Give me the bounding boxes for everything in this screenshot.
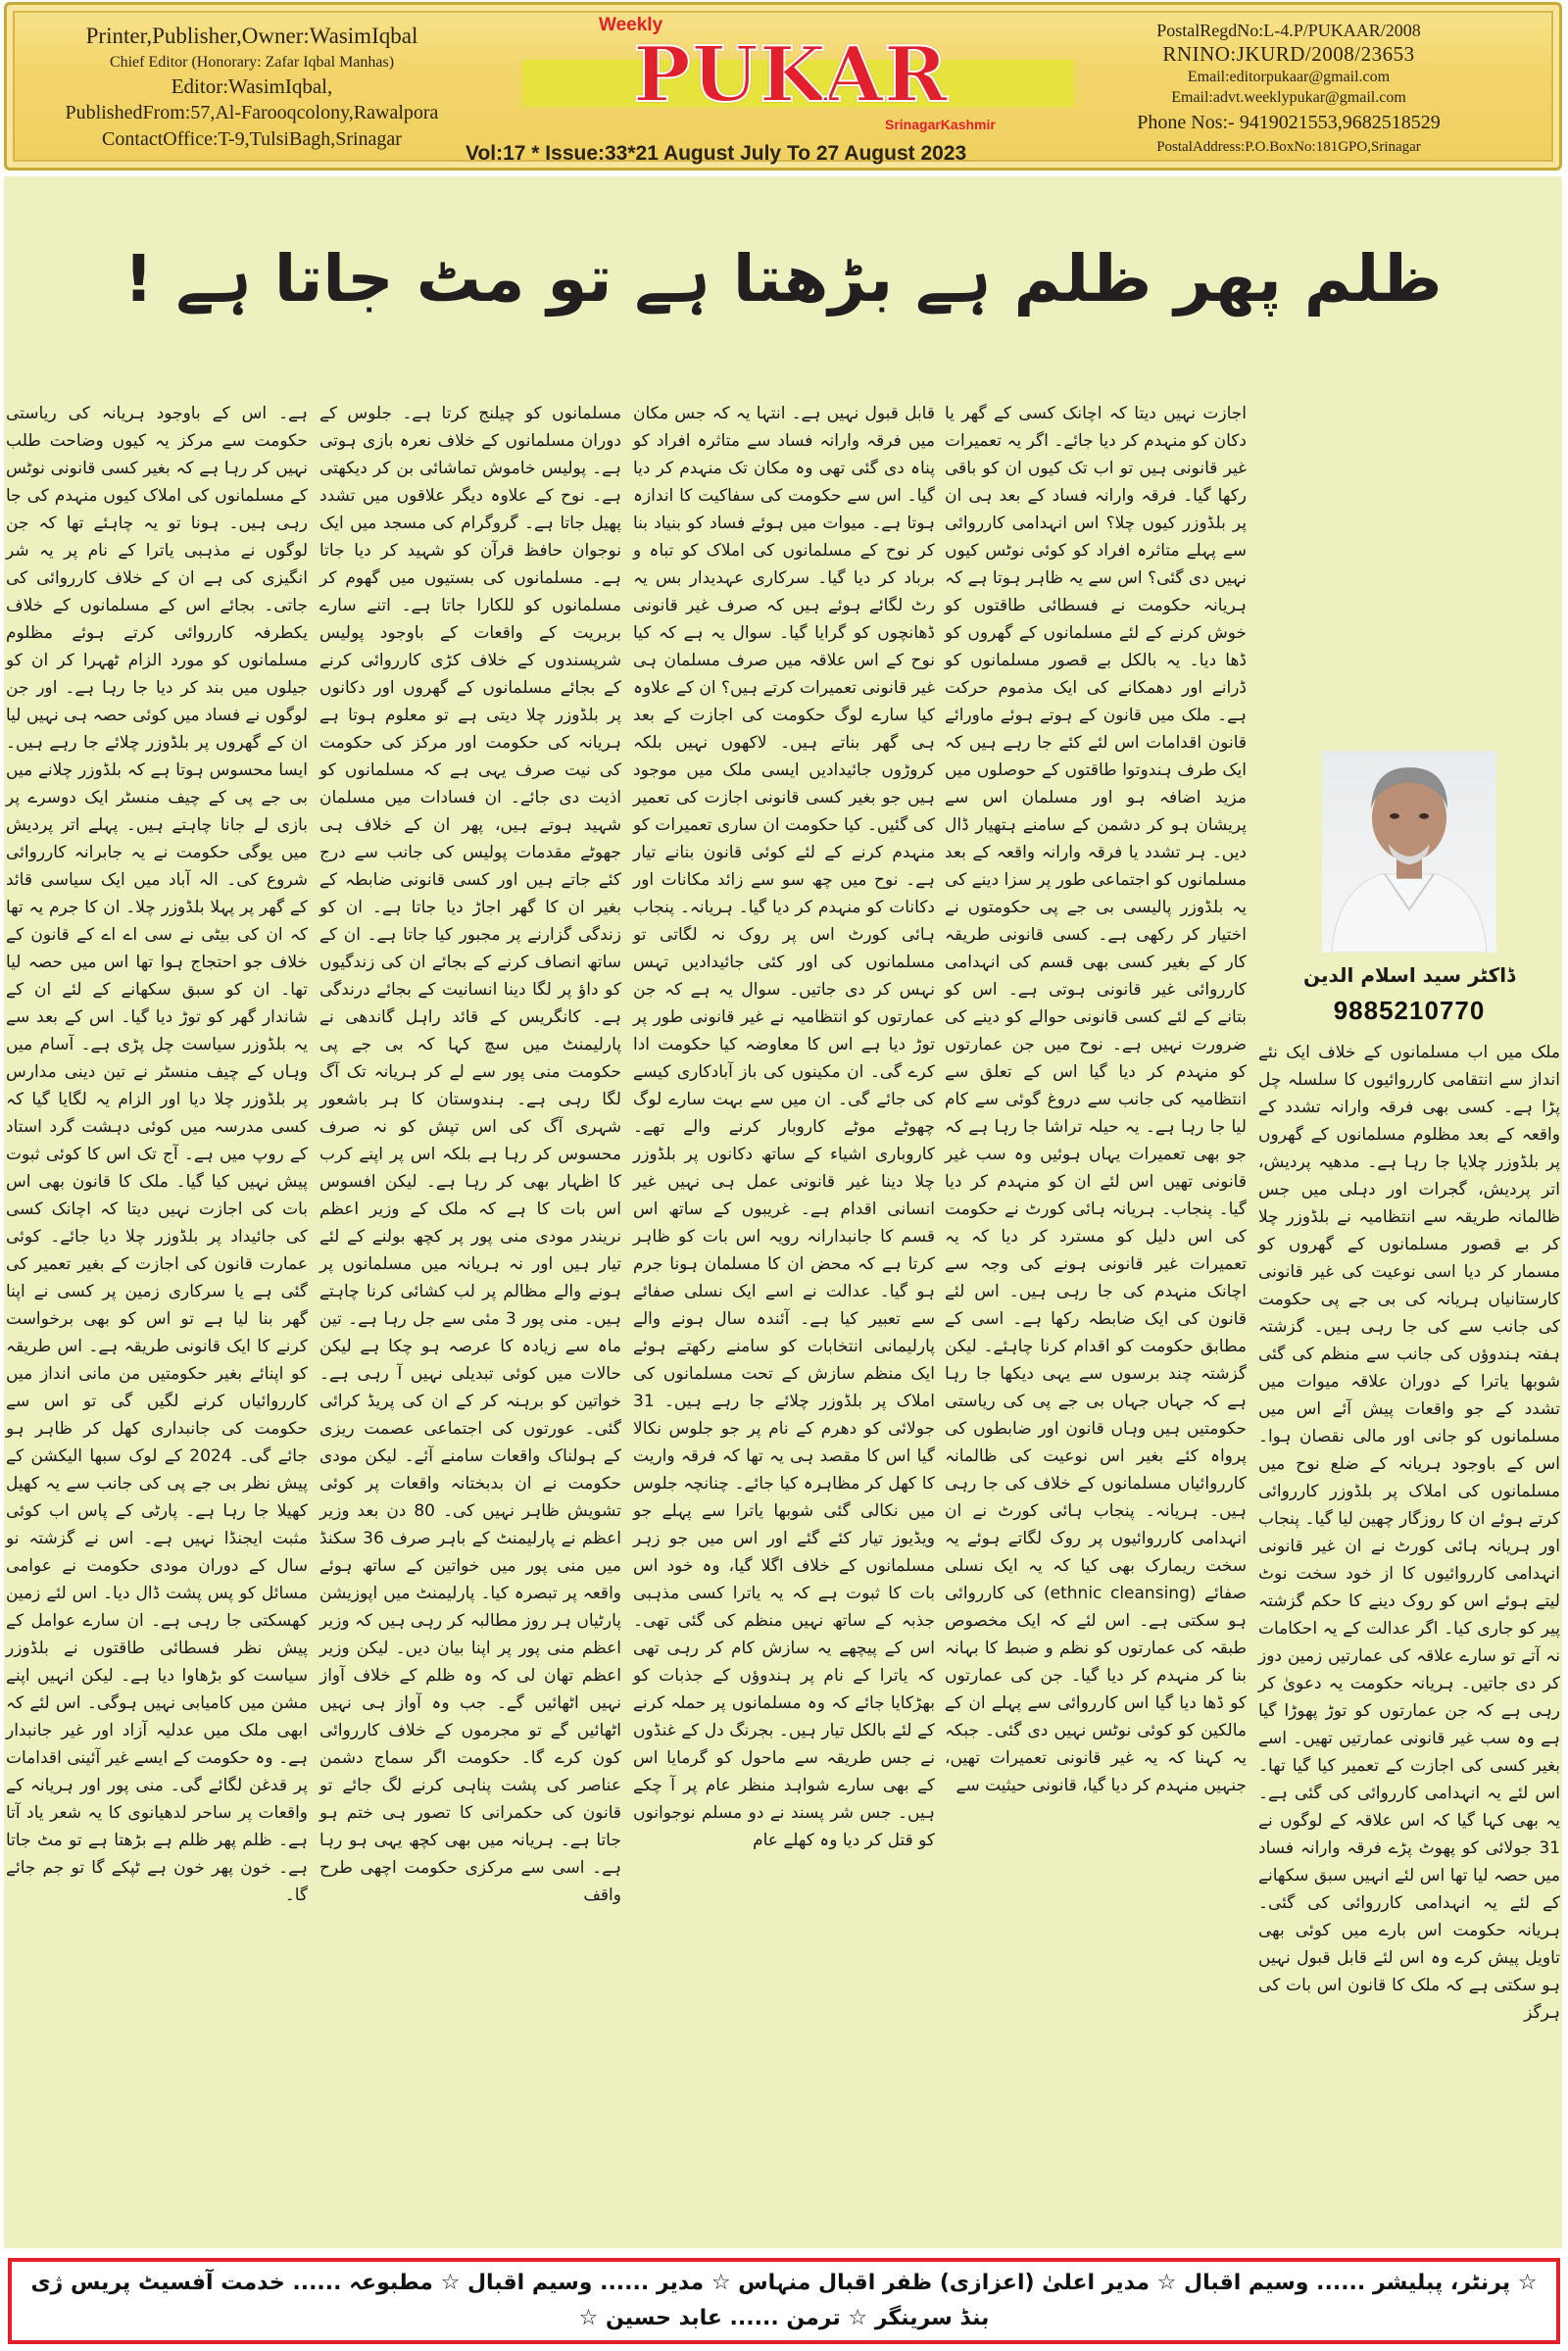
chief-editor-line: Chief Editor (Honorary: Zafar Iqbal Manhas) [109, 54, 395, 71]
author-name: ڈاکٹر سید اسلام الدین [1302, 963, 1516, 987]
column-text: قابل قبول نہیں ہے۔ انتہا یہ کہ جس مکان میں فرقہ وارانہ فساد سے متاثرہ افراد کو پناہ دی گئی تھی وہ مکان تک منہدم کر دیا گیا۔ اس سے حکومت کی سفاکیت کا اندازہ ہوتا ہے۔ میوات میں ہوئے فساد کو بنیاد بنا کر نوح کے مسلمانوں کی املاک کو تباہ و برباد کر دیا گیا۔ سرکاری عہدیدار بس یہ رٹ لگائے ہوئے ہیں کہ صرف غیر قانونی ڈھانچوں کو گرایا گیا۔ سوال یہ ہے کہ کیا نوح کے اس علاقہ میں صرف مسلمان ہی غیر قانونی تعمیرات کرتے ہیں؟ ان کے علاوہ کیا سارے لوگ حکومت کی اجازت کے بعد ہی گھر بناتے ہیں۔ لاکھوں نہیں بلکہ کروڑوں جائیدادیں ایسی ملک میں موجود ہیں جو بغیر کسی قانونی اجازت کی تعمیر کی گئیں۔ کیا حکومت ان ساری تعمیرات کو منہدم کرنے کے لئے کوئی قانون بنانے تیار ہے۔ نوح میں چھ سو سے زائد مکانات اور دکانات کو منہدم کر دیا گیا۔ ہریانہ۔ پنجاب ہائی کورٹ اس پر روک نہ لگاتی تو مسلمانوں کی اور کئی جائیدادیں تہس نہس کر دی جاتیں۔ سوال یہ ہے کہ جن عمارتوں کو انتظامیہ نے غیر قانونی طور پر توڑ دیا ہے اس کا معاوضہ کیا حکومت ادا کرے گی۔ ان مکینوں کی باز آبادکاری کیسے کی جائے گی۔ ان میں سے بہت سارے لوگ چھوٹے موٹے کاروبار کرنے والے تھے۔ کاروباری اشیاء کے ساتھ دکانوں پر بلڈوزر چلا دینا غیر قانونی عمل ہی نہیں غیر انسانی اقدام ہے۔ غریبوں کے ساتھ اس قسم کا جانبدارانہ رویہ اس بات کو ظاہر کرتا ہے کہ محض ان کا مسلمان ہونا جرم ہو گیا۔ عدالت نے اسے ایک نسلی صفائے سے تعبیر کیا ہے۔ آئندہ سال ہونے والے پارلیمانی انتخابات کو سامنے رکھتے ہوئے ایک منظم سازش کے تحت مسلمانوں کی املاک پر بلڈوزر چلائے جا رہے ہیں۔ 31 جولائی کو دھرم کے نام پر جو جلوس نکالا گیا اس کا مقصد ہی یہ تھا کہ فرقہ واریت کا کھل کر مظاہرہ کیا جائے۔ چنانچہ جلوس میں نکالی گئی شوبھا یاترا سے پہلے جو ویڈیوز تیار کئے گئے اور اس میں جو زہر مسلمانوں کے خلاف اگلا گیا، وہ خود اس بات کا ثبوت ہے کہ یہ یاترا کسی مذہبی جذبہ کے ساتھ نہیں منظم کی گئی تھی۔ اس کے پیچھے یہ سازش کام کر رہی تھی کہ یاترا کے نام پر ہندوؤں کے جذبات کو بھڑکایا جائے کہ وہ مسلمانوں پر حملہ کرنے کے لئے بالکل تیار ہیں۔ بجرنگ دل کے غنڈوں نے جس طریقہ سے ماحول کو گرمایا اس کے بھی سارے شواہد منظر عام پر آ چکے ہیں۔ جس شر پسند نے دو مسلم نوجوانوں کو قتل کر دیا وہ کھلے عام [633, 404, 935, 1850]
article-column-2 [945, 400, 1247, 1799]
column-text: ملک میں اب مسلمانوں کے خلاف ایک نئے انداز سے انتقامی کارروائیوں کا سلسلہ چل پڑا ہے۔ کسی بھی فرقہ وارانہ تشدد کے واقعہ کے بعد مظلوم مسلمانوں کے گھروں پر بلڈوزر چلایا جا رہا ہے۔ مدھیہ پردیش، اتر پردیش، گجرات اور دہلی میں جس ظالمانہ طریقہ سے انتظامیہ نے بلڈوزر چلا کر بے قصور مسلمانوں کے گھروں کو مسمار کر دیا اسی نوعیت کی غیر قانونی کارستانیاں ہریانہ کی بی جے پی حکومت کی جانب سے کی جا رہی ہیں۔ گزشتہ ہفتہ ہندوؤں کی جانب سے منظم کی گئی شوبھا یاترا کے دوران علاقہ میوات میں تشدد کے جو واقعات پیش آئے اس میں مسلمانوں کو جانی اور مالی نقصان ہوا۔ اس کے باوجود ہریانہ کے ضلع نوح میں مسلمانوں کی املاک پر بلڈوزر کارروائی کرتے ہوئے ان کا روزگار چھین لیا گیا۔ پنجاب اور ہریانہ ہائی کورٹ نے ان غیر قانونی انہدامی کارروائیوں کا از خود سخت نوٹ لیتے ہوئے اس کو روک دینے کا حکم گزشتہ پیر کو جاری کیا۔ اگر عدالت کے یہ احکامات نہ آتے تو سارے علاقہ کی عمارتیں زمین دوز کر دی جاتیں۔ ہریانہ حکومت یہ دعویٰ کر رہی ہے کہ جن عمارتوں کو توڑ پھوڑا گیا ہے وہ سب غیر قانونی عمارتیں تھیں۔ اسے بغیر کسی کی اجازت کے تعمیر کیا گیا تھا۔ اس لئے یہ انہدامی کارروائی کی گئی ہے۔ یہ بھی کہا گیا کہ اس علاقہ کے لوگوں نے 31 جولائی کو پھوٹ پڑے فرقہ وارانہ فساد میں حصہ لیا تھا اس لئے انہیں سبق سکھانے کے لئے یہ انہدامی کارروائی کی گئی۔ ہریانہ حکومت اس بارے میں کوئی بھی تاویل پیش کرے وہ اس لئے قابل قبول نہیں ہو سکتی ہے کہ ملک کا قانون اس بات کی ہرگز [1258, 1043, 1560, 2023]
article-column-3 [633, 400, 935, 1854]
postal-regd: PostalRegdNo:L-4.P/PUKAAR/2008 [1156, 21, 1421, 40]
email-advt: Email:advt.weeklypukar@gmail.com [1171, 89, 1406, 106]
column-text: ہے۔ اس کے باوجود ہریانہ کی ریاستی حکومت سے مرکز یہ کیوں وضاحت طلب نہیں کر رہا ہے کہ بغیر کسی قانونی نوٹس کے مسلمانوں کی املاک کیوں منہدم کی جا رہی ہیں۔ ہونا تو یہ چاہئے تھا کہ جن لوگوں نے مذہبی یاترا کے نام پر یہ شر انگیزی کی ہے ان کے خلاف کارروائی کی جاتی۔ بجائے اس کے مسلمانوں کے خلاف یکطرفہ کارروائی کرتے ہوئے مظلوم مسلمانوں کو مورد الزام ٹھہرا کر ان کو جیلوں میں بند کر دیا جا رہا ہے۔ اور جن لوگوں نے فساد میں کوئی حصہ ہی نہیں لیا ان کے گھروں پر بلڈوزر چلائے جا رہے ہیں۔ ایسا محسوس ہوتا ہے کہ بلڈوزر چلانے میں بی جے پی کے چیف منسٹر ایک دوسرے پر بازی لے جانا چاہتے ہیں۔ پہلے اتر پردیش میں یوگی حکومت نے یہ جابرانہ کارروائی شروع کی۔ الہ آباد میں ایک سیاسی قائد کے گھر پر پہلا بلڈوزر چلا۔ ان کا جرم یہ تھا کہ ان کی بیٹی نے سی اے اے کے قانون کے خلاف جو احتجاج ہوا تھا اس میں حصہ لیا تھا۔ ان کو سبق سکھانے کے لئے ان کے شاندار گھر کو توڑ دیا گیا۔ اس کے بعد سے یہ بلڈوزر سیاست چل پڑی ہے۔ آسام میں وہاں کے چیف منسٹر نے تین دینی مدارس پر بلڈوزر چلا دیا اور الزام یہ لگایا گیا کہ کسی مدرسہ میں کوئی دہشت گرد استاد کے روپ میں ہے۔ آج تک اس کا کوئی ثبوت پیش نہیں کیا گیا۔ ملک کا قانون بھی اس بات کی اجازت نہیں دیتا کہ اچانک کسی کی جائیداد پر بلڈوزر چلا دیا جائے۔ کوئی عمارت قانون کی اجازت کے بغیر تعمیر کی گئی ہے یا سرکاری زمین پر کسی نے اپنا گھر بنا لیا ہے تو اس کو بھی برخواست کرنے کا ایک قانونی طریقہ ہے۔ اس طریقہ کو اپنائے بغیر حکومتیں من مانی انداز میں کارروائیاں کرنے لگیں گی تو اس سے حکومت کی جانبداری کھل کر ظاہر ہو جائے گی۔ 2024 کے لوک سبھا الیکشن کے پیش نظر بی جے پی کی جانب سے یہ کھیل کھیلا جا رہا ہے۔ پارٹی کے پاس اب کوئی مثبت ایجنڈا نہیں ہے۔ اس نے گزشتہ نو سال کے دوران مودی حکومت نے عوامی مسائل کو پس پشت ڈال دیا۔ اس لئے زمین کھسکتی جا رہی ہے۔ ان سارے عوامل کے پیش نظر فسطائی طاقتوں نے بلڈوزر سیاست کو بڑھاوا دیا ہے۔ لیکن انہیں اپنے مشن میں کامیابی نہیں ہوگی۔ اس لئے کہ ابھی ملک میں عدلیہ آزاد اور غیر جانبدار ہے۔ وہ حکومت کے ایسے غیر آئینی اقدامات پر قدغن لگائے گی۔ منی پور اور ہریانہ کے واقعات پر ساحر لدھیانوی کا یہ شعر یاد آتا ہے۔ ظلم پھر ظلم ہے بڑھتا ہے تو مٹ جاتا ہے۔ خون پھر خون ہے ٹپکے گا تو جم جائے گا۔ [6, 404, 308, 1905]
column-text: اجازت نہیں دیتا کہ اچانک کسی کے گھر یا دکان کو منہدم کر دیا جائے۔ اگر یہ تعمیرات غیر قانونی ہیں تو اب تک کیوں ان کو باقی رکھا گیا۔ فرقہ وارانہ فساد کے بعد ہی ان پر بلڈوزر کیوں چلا؟ اس انہدامی کارروائی سے پہلے متاثرہ افراد کو کوئی نوٹس کیوں نہیں دی گئی؟ اس سے یہ ظاہر ہوتا ہے کہ ہریانہ حکومت نے فسطائی طاقتوں کو خوش کرنے کے لئے مسلمانوں کے گھروں کو ڈھا دیا۔ یہ بالکل بے قصور مسلمانوں کو ڈرانے اور دھمکانے کی ایک مذموم حرکت ہے۔ ملک میں قانون کے ہوتے ہوئے ماورائے قانون اقدامات اس لئے کئے جا رہے ہیں کہ ایک طرف ہندوتوا طاقتوں کے حوصلوں میں مزید اضافہ ہو اور مسلمان اس سے پریشان ہو کر دشمن کے سامنے ہتھیار ڈال دیں۔ ہر تشدد یا فرقہ وارانہ واقعہ کے بعد مسلمانوں کو اجتماعی طور پر سزا دینے کی یہ بلڈوزر پالیسی بی جے پی حکومتوں نے اختیار کر رکھی ہے۔ کسی قانونی طریقہ کار کے بغیر کسی بھی قسم کی انہدامی کارروائی غیر قانونی ہوتی ہے۔ اس کو بتانے کے لئے کسی قانونی حوالے کو دینے کی ضرورت نہیں ہے۔ نوح میں جن عمارتوں کو منہدم کر دیا گیا اس کے تعلق سے انتظامیہ کی جانب سے دروغ گوئی سے کام لیا جا رہا ہے۔ یہ حیلہ تراشا جا رہا ہے کہ جو بھی تعمیرات یہاں ہوئیں وہ سب غیر قانونی تھیں اس لئے ان کو منہدم کر دیا گیا۔ پنجاب۔ ہریانہ ہائی کورٹ نے حکومت کی اس دلیل کو مسترد کر دیا کہ یہ تعمیرات غیر قانونی ہونے کی وجہ سے اچانک منہدم کی جا رہی ہیں۔ اس لئے قانون کی ایک ضابطہ رکھا ہے۔ اسی کے مطابق حکومت کو اقدام کرنا چاہئے۔ لیکن گزشتہ چند برسوں سے یہی دیکھا جا رہا ہے کہ جہاں جہاں بی جے پی کی ریاستی حکومتیں ہیں وہاں قانون اور ضابطوں کی پرواہ کئے بغیر اس نوعیت کی ظالمانہ کارروائیاں مسلمانوں کے خلاف کی جا رہی ہیں۔ ہریانہ۔ پنجاب ہائی کورٹ نے ان انہدامی کارروائیوں پر روک لگاتے ہوئے یہ سخت ریمارک بھی کیا کہ یہ ایک نسلی صفائے (ethnic cleansing) کی کارروائی ہو سکتی ہے۔ اس لئے کہ ایک مخصوص طبقہ کی عمارتوں کو نظم و ضبط کا بہانہ بنا کر منہدم کر دیا گیا۔ جن کی عمارتوں کو ڈھا دیا گیا اس کارروائی سے پہلے ان کے مالکین کو کوئی نوٹس نہیں دی گئی۔ جبکہ یہ کہنا کہ یہ غیر قانونی تعمیرات تھیں، جنہیں منہدم کر دیا گیا، قانونی حیثیت سے [945, 404, 1248, 1795]
registration-info [1093, 19, 1485, 157]
issue-line: Vol:17 * Issue:33*21 August July To 27 August 2023 [466, 142, 967, 165]
published-from-line: PublishedFrom:57,Al-Farooqcolony,Rawalpora [65, 102, 439, 123]
publisher-line: Printer,Publisher,Owner:WasimIqbal [85, 24, 418, 48]
publisher-info [36, 21, 467, 153]
author-phone: 9885210770 [1333, 996, 1486, 1025]
article-column-1 [1258, 1039, 1560, 2027]
article-column-5 [6, 400, 308, 1909]
column-text: مسلمانوں کو چیلنج کرتا ہے۔ جلوس کے دوران مسلمانوں کے خلاف نعرہ بازی ہوتی ہے۔ پولیس خاموش تماشائی بن کر دیکھتی ہے۔ نوح کے علاوہ دیگر علاقوں میں تشدد پھیل جاتا ہے۔ گروگرام کی مسجد میں ایک نوجوان حافظ قرآن کو شہید کر دیا جاتا ہے۔ مسلمانوں کی بستیوں میں گھوم کر مسلمانوں کو للکارا جاتا ہے۔ اتنے سارے بربریت کے واقعات کے باوجود پولیس شرپسندوں کے خلاف کڑی کارروائی کرنے کے بجائے مسلمانوں کے گھروں اور دکانوں پر بلڈوزر چلا دیتی ہے تو معلوم ہوتا ہے ہریانہ کی حکومت اور مرکز کی حکومت کی نیت صرف یہی ہے کہ مسلمانوں کو اذیت دی جائے۔ ان فسادات میں مسلمان شہید ہوتے ہیں، پھر ان کے خلاف ہی جھوٹے مقدمات پولیس کی جانب سے درج کئے جاتے ہیں اور کسی قانونی ضابطہ کے بغیر ان کا گھر اجاڑ دیا جاتا ہے۔ ان کو زندگی گزارنے پر مجبور کیا جاتا ہے۔ ان کے ساتھ انصاف کرنے کے بجائے ان کی زندگیوں کو داؤ پر لگا دینا انسانیت کے بجائے درندگی ہے۔ کانگریس کے قائد راہل گاندھی نے پارلیمنٹ میں سچ کہا کہ بی جے پی حکومت منی پور سے لے کر ہریانہ تک آگ لگا رہی ہے۔ ہندوستان کا ہر باشعور شہری آگ کی اس تپش کو نہ صرف محسوس کر رہا ہے بلکہ اس پر اپنے کرب کا اظہار بھی کر رہا ہے۔ لیکن افسوس اس بات کا ہے کہ ملک کے وزیر اعظم نریندر مودی منی پور پر کچھ بولنے کے لئے تیار ہیں اور نہ ہریانہ میں مسلمانوں پر ہونے والے مظالم پر لب کشائی کرنا چاہتے ہیں۔ منی پور 3 مئی سے جل رہا ہے۔ تین ماہ سے زیادہ کا عرصہ ہو چکا ہے لیکن حالات میں کوئی تبدیلی نہیں آ رہی ہے۔ خواتین کو برہنہ کر کے ان کی پریڈ کرائی گئی۔ عورتوں کی اجتماعی عصمت ریزی کے ہولناک واقعات سامنے آئے۔ لیکن مودی حکومت نے ان بدبختانہ واقعات پر کوئی تشویش ظاہر نہیں کی۔ 80 دن بعد وزیر اعظم نے پارلیمنٹ کے باہر صرف 36 سکنڈ میں منی پور میں خواتین کے ساتھ ہوئے واقعہ پر تبصرہ کیا۔ پارلیمنٹ میں اپوزیشن پارٹیاں ہر روز مطالبہ کر رہی ہیں کہ وزیر اعظم منی پور پر اپنا بیان دیں۔ لیکن وزیر اعظم تھان لی کہ وہ ظلم کے خلاف آواز نہیں اٹھائیں گے۔ جب وہ آواز ہی نہیں اٹھائیں گے تو مجرموں کے خلاف کارروائی کون کرے گا۔ حکومت اگر سماج دشمن عناصر کی پشت پناہی کرنے لگ جائے تو قانون کی حکمرانی کا تصور ہی ختم ہو جاتا ہے۔ ہریانہ میں بھی کچھ یہی ہو رہا ہے۔ اسی سے مرکزی حکومت اچھی طرح واقف [319, 404, 621, 1905]
editor-line: Editor:WasimIqbal, [171, 74, 333, 98]
author-portrait-icon [1322, 751, 1496, 953]
logo-city: SrinagarKashmir [885, 117, 996, 132]
postal-address: PostalAddress:P.O.BoxNo:181GPO,Srinagar [1156, 139, 1421, 155]
article-headline: ظلم پھر ظلم ہے بڑھتا ہے تو مٹ جاتا ہے ! [123, 241, 1443, 317]
email-editor: Email:editorpukaar@gmail.com [1187, 69, 1391, 85]
rni-no: RNINO:JKURD/2008/23653 [1162, 42, 1415, 66]
newspaper-logo: PUKAR [633, 30, 949, 120]
masthead [4, 2, 1562, 171]
phone-numbers: Phone Nos:- 9419021553,9682518529 [1137, 112, 1441, 133]
article-column-4 [319, 400, 621, 1909]
imprint-footer: ☆ پرنٹر، پبلیشر ...... وسیم اقبال ☆ مدیر اعلیٰ (اعزازی) ظفر اقبال منہاس ☆ مدیر ...... وسیم اقبال ☆ مطبوعہ ...... خدمت آفسیٹ پریس ژی بنڈ سرینگر ☆ ترمن ...... عابد حسین ☆ [8, 2258, 1560, 2344]
article-page [4, 176, 1562, 2248]
author-photo [1322, 751, 1496, 953]
logo-weekly: Weekly [599, 15, 663, 35]
contact-office-line: ContactOffice:T-9,TulsiBagh,Srinagar [102, 128, 402, 150]
